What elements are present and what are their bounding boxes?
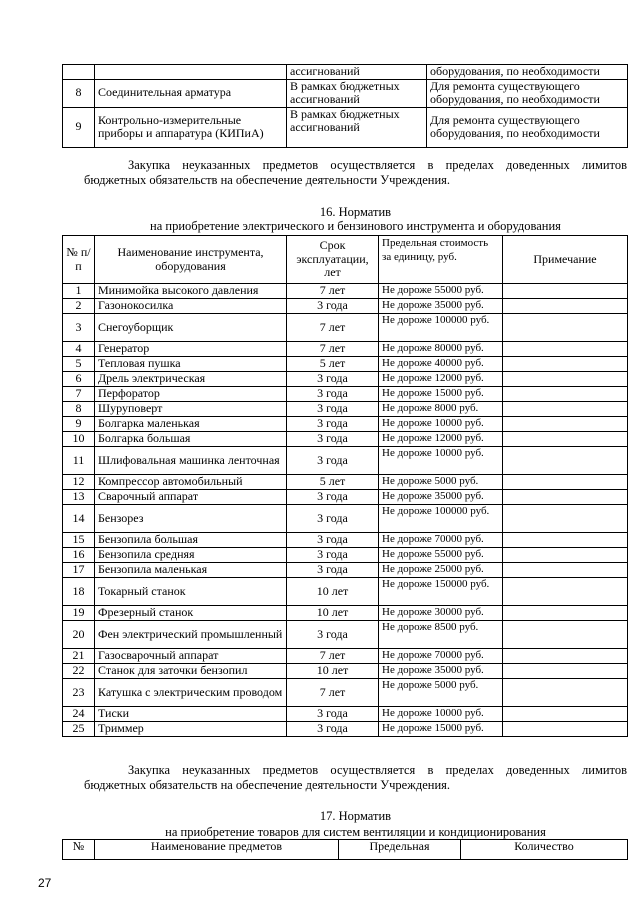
cell-name: Снегоуборщик xyxy=(95,314,287,342)
cell-name: Триммер xyxy=(95,722,287,737)
table-row xyxy=(63,563,628,578)
cell-price: Не дороже 55000 руб. xyxy=(379,548,503,563)
cell-num: 5 xyxy=(63,357,95,372)
table-row xyxy=(63,299,628,314)
cell-price: Не дороже 70000 руб. xyxy=(379,649,503,664)
cell-num: 9 xyxy=(63,107,95,147)
table-row xyxy=(63,284,628,299)
cell-num: 19 xyxy=(63,606,95,621)
cell-note xyxy=(503,563,628,578)
cell-name: Бензопила большая xyxy=(95,533,287,548)
cell-price: Не дороже 80000 руб. xyxy=(379,342,503,357)
table-row xyxy=(63,475,628,490)
table-row xyxy=(63,402,628,417)
table-row xyxy=(63,533,628,548)
cell-period: 7 лет xyxy=(287,314,379,342)
cell-price: Не дороже 10000 руб. xyxy=(379,417,503,432)
table-row xyxy=(63,505,628,533)
paragraph-limits-1 xyxy=(84,158,627,188)
cell-period: 5 лет xyxy=(287,475,379,490)
cell-price: Не дороже 100000 руб. xyxy=(379,505,503,533)
cell-num xyxy=(63,65,95,80)
cell-period: 3 года xyxy=(287,548,379,563)
paragraph-text: Закупка неуказанных предметов осуществляется в пределах доведенных лимитов бюджетных обязательств на обеспечение деятельности Учреждения. xyxy=(84,158,627,187)
cell-num: 25 xyxy=(63,722,95,737)
table-row xyxy=(63,707,628,722)
table-row xyxy=(63,578,628,606)
cell-note xyxy=(503,475,628,490)
cell-period: 3 года xyxy=(287,722,379,737)
header-num: № п/п xyxy=(63,236,95,284)
paragraph-limits-2 xyxy=(84,763,627,793)
cell-note xyxy=(503,707,628,722)
cell-price: Не дороже 8000 руб. xyxy=(379,402,503,417)
cell-num: 14 xyxy=(63,505,95,533)
cell-period: 3 года xyxy=(287,372,379,387)
cell-price: Не дороже 100000 руб. xyxy=(379,314,503,342)
cell-price: Не дороже 35000 руб. xyxy=(379,490,503,505)
cell-num: 4 xyxy=(63,342,95,357)
cell-period: 10 лет xyxy=(287,606,379,621)
cell-price: Не дороже 5000 руб. xyxy=(379,475,503,490)
table-row xyxy=(63,65,628,80)
table-row xyxy=(63,79,628,107)
cell-num: 17 xyxy=(63,563,95,578)
cell-num: 20 xyxy=(63,621,95,649)
cell-name: Фен электрический промышленный xyxy=(95,621,287,649)
paragraph-text: Закупка неуказанных предметов осуществляется в пределах доведенных лимитов бюджетных обязательств на обеспечение деятельности Учреждения. xyxy=(84,763,627,792)
cell-note xyxy=(503,357,628,372)
table-row xyxy=(63,432,628,447)
header-period: Срок эксплуатации, лет xyxy=(287,236,379,284)
cell-num: 18 xyxy=(63,578,95,606)
cell-note xyxy=(503,722,628,737)
cell-note xyxy=(503,299,628,314)
cell-name: Тепловая пушка xyxy=(95,357,287,372)
section17-title: 17. Норматив xyxy=(319,809,392,823)
table-row xyxy=(63,664,628,679)
cell-num: 13 xyxy=(63,490,95,505)
cell-period: 3 года xyxy=(287,490,379,505)
cell-name: Бензопила маленькая xyxy=(95,563,287,578)
cell-num: 16 xyxy=(63,548,95,563)
cell-name: Катушка с электрическим проводом xyxy=(95,679,287,707)
cell-note xyxy=(503,649,628,664)
cell-note: Для ремонта существующего оборудования, по необходимости xyxy=(427,79,628,107)
cell-name: Газонокосилка xyxy=(95,299,287,314)
page-number: 27 xyxy=(38,876,52,890)
cell-note xyxy=(503,402,628,417)
cell-price: Не дороже 10000 руб. xyxy=(379,447,503,475)
cell-price: Не дороже 25000 руб. xyxy=(379,563,503,578)
cell-num: 7 xyxy=(63,387,95,402)
cell-period: 7 лет xyxy=(287,342,379,357)
table-row xyxy=(63,621,628,649)
cell-period: 3 года xyxy=(287,387,379,402)
cell-period: 3 года xyxy=(287,447,379,475)
cell-price: Не дороже 8500 руб. xyxy=(379,621,503,649)
cell-note xyxy=(503,505,628,533)
cell-note: оборудования, по необходимости xyxy=(427,65,628,80)
cell-price: Не дороже 35000 руб. xyxy=(379,299,503,314)
cell-name: Станок для заточки бензопил xyxy=(95,664,287,679)
cell-num: 23 xyxy=(63,679,95,707)
section16-title: 16. Норматив xyxy=(319,205,392,219)
cell-name: Генератор xyxy=(95,342,287,357)
cell-note xyxy=(503,578,628,606)
cell-note xyxy=(503,548,628,563)
cell-note xyxy=(503,417,628,432)
cell-name: Компрессор автомобильный xyxy=(95,475,287,490)
cell-num: 22 xyxy=(63,664,95,679)
cell-note xyxy=(503,314,628,342)
table-row xyxy=(63,314,628,342)
cell-period: 3 года xyxy=(287,299,379,314)
cell-price: Не дороже 150000 руб. xyxy=(379,578,503,606)
cell-period: 3 года xyxy=(287,533,379,548)
header-qty: Количество xyxy=(461,840,628,860)
cell-period: ассигнований xyxy=(287,65,427,80)
cell-num: 15 xyxy=(63,533,95,548)
table-row xyxy=(63,649,628,664)
cell-price: Не дороже 40000 руб. xyxy=(379,357,503,372)
cell-price: Не дороже 30000 руб. xyxy=(379,606,503,621)
cell-num: 6 xyxy=(63,372,95,387)
header-limit: Предельная xyxy=(339,840,461,860)
cell-name: Шуруповерт xyxy=(95,402,287,417)
cell-period: 3 года xyxy=(287,402,379,417)
cell-note xyxy=(503,679,628,707)
cell-name: Бензопила средняя xyxy=(95,548,287,563)
cell-period: 7 лет xyxy=(287,284,379,299)
cell-num: 21 xyxy=(63,649,95,664)
cell-name: Болгарка большая xyxy=(95,432,287,447)
table-row xyxy=(63,417,628,432)
cell-name: Бензорез xyxy=(95,505,287,533)
cell-period: 3 года xyxy=(287,432,379,447)
cell-name: Газосварочный аппарат xyxy=(95,649,287,664)
header-note: Примечание xyxy=(503,236,628,284)
cell-note xyxy=(503,342,628,357)
table-row xyxy=(63,606,628,621)
cell-num: 2 xyxy=(63,299,95,314)
cell-num: 9 xyxy=(63,417,95,432)
cell-price: Не дороже 35000 руб. xyxy=(379,664,503,679)
cell-note xyxy=(503,387,628,402)
cell-name: Тиски xyxy=(95,707,287,722)
cell-num: 8 xyxy=(63,79,95,107)
cell-note xyxy=(503,447,628,475)
cell-name: Контрольно-измерительные приборы и аппаратура (КИПиА) xyxy=(95,107,287,147)
section17-subtitle: на приобретение товаров для систем вентиляции и кондиционирования xyxy=(165,825,546,839)
cell-num: 12 xyxy=(63,475,95,490)
cell-name: Болгарка маленькая xyxy=(95,417,287,432)
cell-name: Фрезерный станок xyxy=(95,606,287,621)
cell-note xyxy=(503,533,628,548)
table-row xyxy=(63,372,628,387)
table-row xyxy=(63,679,628,707)
cell-note xyxy=(503,432,628,447)
section16-subtitle: на приобретение электрического и бензинового инструмента и оборудования xyxy=(150,219,561,233)
cell-note xyxy=(503,606,628,621)
cell-period: 7 лет xyxy=(287,649,379,664)
cell-period: 3 года xyxy=(287,563,379,578)
cell-name xyxy=(95,65,287,80)
cell-num: 8 xyxy=(63,402,95,417)
table-row xyxy=(63,357,628,372)
cell-name: Минимойка высокого давления xyxy=(95,284,287,299)
cell-num: 10 xyxy=(63,432,95,447)
table-row xyxy=(63,548,628,563)
cell-period: 3 года xyxy=(287,417,379,432)
cell-period: 7 лет xyxy=(287,679,379,707)
cell-price: Не дороже 55000 руб. xyxy=(379,284,503,299)
table-row xyxy=(63,107,628,147)
cell-note xyxy=(503,372,628,387)
cell-price: Не дороже 12000 руб. xyxy=(379,432,503,447)
cell-period: 3 года xyxy=(287,707,379,722)
cell-price: Не дороже 70000 руб. xyxy=(379,533,503,548)
cell-note xyxy=(503,621,628,649)
cell-price: Не дороже 12000 руб. xyxy=(379,372,503,387)
table-header-row xyxy=(63,840,628,860)
table-header-row xyxy=(63,236,628,284)
header-name: Наименование инструмента, оборудования xyxy=(95,236,287,284)
cell-period: В рамках бюджетных ассигнований xyxy=(287,79,427,107)
cell-name: Токарный станок xyxy=(95,578,287,606)
cell-period: 3 года xyxy=(287,621,379,649)
cell-note xyxy=(503,664,628,679)
table-row xyxy=(63,342,628,357)
cell-price: Не дороже 5000 руб. xyxy=(379,679,503,707)
cell-note xyxy=(503,284,628,299)
cell-name: Шлифовальная машинка ленточная xyxy=(95,447,287,475)
cell-num: 24 xyxy=(63,707,95,722)
cell-period: 3 года xyxy=(287,505,379,533)
cell-name: Дрель электрическая xyxy=(95,372,287,387)
header-num: № xyxy=(63,840,95,860)
cell-period: В рамках бюджетных ассигнований xyxy=(287,107,427,147)
cell-note xyxy=(503,490,628,505)
cell-period: 10 лет xyxy=(287,664,379,679)
cell-name: Сварочный аппарат xyxy=(95,490,287,505)
ventilation-norm-table xyxy=(62,839,628,860)
cell-note: Для ремонта существующего оборудования, по необходимости xyxy=(427,107,628,147)
cell-price: Не дороже 15000 руб. xyxy=(379,387,503,402)
table-row xyxy=(63,387,628,402)
table-row xyxy=(63,447,628,475)
cell-period: 10 лет xyxy=(287,578,379,606)
table-row xyxy=(63,490,628,505)
header-name: Наименование предметов xyxy=(95,840,339,860)
cell-name: Соединительная арматура xyxy=(95,79,287,107)
cell-period: 5 лет xyxy=(287,357,379,372)
cell-num: 3 xyxy=(63,314,95,342)
cell-num: 11 xyxy=(63,447,95,475)
cell-num: 1 xyxy=(63,284,95,299)
tools-norm-table xyxy=(62,235,628,737)
cell-price: Не дороже 15000 руб. xyxy=(379,722,503,737)
cell-price: Не дороже 10000 руб. xyxy=(379,707,503,722)
header-price: Предельная стоимость за единицу, руб. xyxy=(379,236,503,284)
cell-name: Перфоратор xyxy=(95,387,287,402)
table-row xyxy=(63,722,628,737)
continuation-table xyxy=(62,64,628,148)
